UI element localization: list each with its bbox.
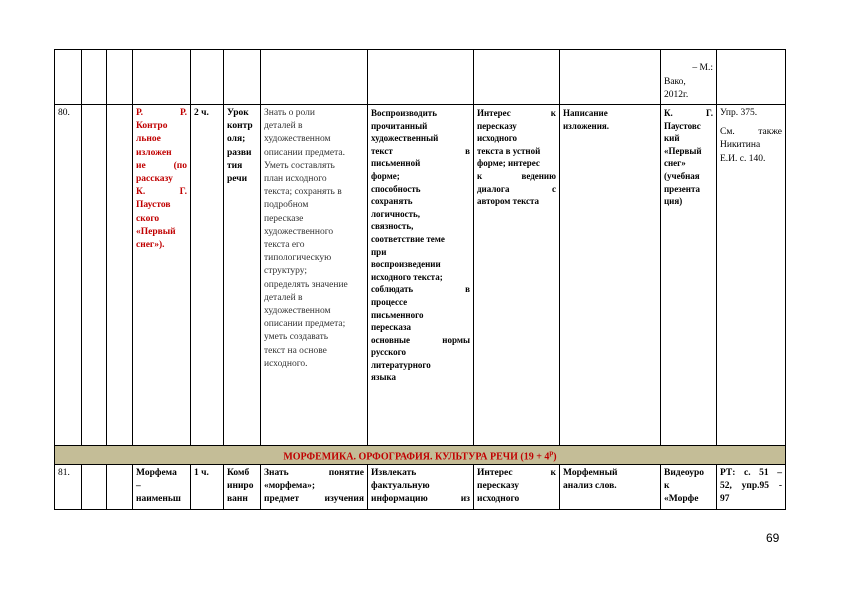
topic-line: рассказу — [136, 174, 173, 185]
cell-type — [224, 105, 261, 446]
cell-subject — [261, 105, 368, 446]
cell-topic — [133, 50, 191, 105]
subject-line: описании предмета. — [264, 147, 345, 158]
section-title-close: ) — [553, 451, 557, 463]
meta-line: литературного — [371, 359, 431, 370]
cell-activity — [560, 105, 661, 446]
homework-line: См. также — [720, 127, 782, 138]
topic-line: ие (по — [136, 160, 187, 171]
cell-meta — [368, 50, 474, 105]
section-title-text: МОРФЕМИКА. ОРФОГРАФИЯ. КУЛЬТУРА РЕЧИ (19 + 4 — [283, 451, 550, 463]
subject-line: Знать понятие — [264, 468, 364, 478]
resource-line: Вако, — [664, 76, 686, 87]
cell-homework — [717, 465, 786, 510]
type-line: Комб — [227, 468, 250, 478]
topic-line: К. Г. — [136, 187, 187, 198]
resource-line: ция) — [664, 196, 683, 207]
type-line: речи — [227, 174, 248, 185]
subject-line: предмет изучения — [264, 494, 364, 505]
type-line: контр — [227, 121, 253, 132]
subject-line: пересказе — [264, 213, 304, 224]
cell-meta — [368, 465, 474, 510]
cell-hours — [191, 105, 224, 446]
meta-line: логичность, — [371, 208, 421, 219]
personal-line: пересказу — [477, 481, 519, 492]
cell-date-fact — [107, 105, 133, 446]
cell-personal — [474, 50, 560, 105]
cell-activity — [560, 465, 661, 510]
personal-line: Интерес к — [477, 468, 556, 478]
cell-resources — [661, 465, 717, 510]
subject-line: текста; сохранять в — [264, 187, 342, 198]
topic-line: наименьш — [136, 494, 181, 505]
activity-line: Написание — [563, 108, 608, 118]
cell-num — [55, 50, 82, 105]
meta-line: русского — [371, 347, 407, 358]
lesson-plan-table — [54, 49, 786, 510]
resource-line: (учебная — [664, 170, 700, 181]
subject-line: типологическую — [264, 253, 332, 264]
type-line: Урок — [227, 108, 249, 118]
section-title — [55, 446, 786, 465]
type-line: ванн — [227, 494, 248, 505]
personal-line: форме; интерес — [477, 158, 540, 169]
meta-line: письменной — [371, 158, 421, 169]
cell-num — [55, 105, 82, 446]
activity-line: анализ слов. — [563, 481, 617, 492]
cell-topic — [133, 465, 191, 510]
lesson-number: 80. — [58, 108, 70, 118]
resource-line: к — [664, 481, 670, 492]
cell-meta — [368, 105, 474, 446]
meta-line: воспроизведении — [371, 259, 441, 270]
cell-resources — [661, 50, 717, 105]
table-row — [55, 50, 786, 105]
resource-line: снег» — [664, 158, 686, 169]
lesson-number: 81. — [58, 468, 70, 478]
subject-line: структуру; — [264, 266, 308, 277]
table-row — [55, 105, 786, 446]
subject-line: деталей в — [264, 121, 303, 132]
subject-line: определять значение — [264, 279, 348, 290]
type-line: тия — [227, 160, 243, 171]
personal-line: исходного — [477, 494, 520, 505]
subject-line: художественного — [264, 226, 334, 237]
cell-personal — [474, 465, 560, 510]
meta-line: исходного текста; — [371, 271, 443, 282]
subject-line: исходного. — [264, 358, 308, 369]
meta-line: при — [371, 246, 387, 257]
subject-line: деталей в — [264, 292, 303, 303]
resource-line: – М.: — [692, 63, 713, 74]
homework-line: 52, упр.95 - — [720, 481, 782, 492]
hours-value: 2 ч. — [194, 108, 209, 118]
resource-line: кий — [664, 133, 680, 144]
subject-line: описании предмета; — [264, 319, 346, 330]
meta-line: языка — [371, 372, 397, 383]
activity-line: Морфемный — [563, 468, 618, 478]
subject-line: художественном — [264, 306, 331, 317]
meta-line: форме; — [371, 170, 400, 181]
resource-line: 2012г. — [664, 89, 689, 100]
subject-line: Знать о роли — [264, 108, 315, 118]
cell-homework — [717, 50, 786, 105]
topic-line: – — [136, 481, 141, 492]
meta-line: Воспроизводить — [371, 108, 437, 118]
cell-type — [224, 50, 261, 105]
meta-line: пересказа — [371, 322, 411, 333]
meta-line: сохранять — [371, 196, 413, 207]
type-line: иниро — [227, 481, 254, 492]
meta-line: информацию из — [371, 494, 470, 505]
type-line: разви — [227, 147, 252, 158]
resource-line: К. Г. — [664, 108, 713, 118]
cell-date-fact — [107, 465, 133, 510]
topic-line: «Первый — [136, 226, 176, 237]
meta-line: художественный — [371, 133, 439, 144]
subject-line: художественном — [264, 134, 331, 145]
meta-line: соответствие теме — [371, 233, 445, 244]
subject-line: «морфема»; — [264, 481, 315, 492]
personal-line: к ведению — [477, 170, 556, 181]
meta-line: письменного — [371, 309, 424, 320]
meta-line: Извлекать — [371, 468, 417, 478]
cell-personal — [474, 105, 560, 446]
homework-line: РТ: с. 51 – — [720, 468, 782, 478]
type-line: оля; — [227, 134, 246, 145]
personal-line: пересказу — [477, 120, 517, 131]
page-number: 69 — [766, 531, 780, 545]
cell-activity — [560, 50, 661, 105]
section-title-superscript: р — [549, 448, 554, 457]
meta-line: основные нормы — [371, 334, 470, 345]
section-header-row — [55, 446, 786, 465]
resource-line: «Морфе — [664, 494, 699, 505]
subject-line: текст на основе — [264, 345, 327, 356]
resource-line: презента — [664, 183, 701, 194]
personal-line: Интерес к — [477, 108, 556, 118]
meta-line: процессе — [371, 296, 408, 307]
resource-line: «Первый — [664, 145, 702, 156]
cell-type — [224, 465, 261, 510]
topic-line: ского — [136, 213, 160, 224]
topic-line: льное — [136, 134, 161, 145]
meta-line: фактуальную — [371, 481, 430, 492]
personal-line: автором текста — [477, 196, 540, 207]
resource-line: Видеоуро — [664, 468, 705, 478]
cell-date-plan — [82, 105, 107, 446]
topic-line: Контро — [136, 121, 168, 132]
cell-subject — [261, 465, 368, 510]
cell-subject — [261, 50, 368, 105]
resource-line: Паустовс — [664, 120, 701, 131]
cell-date-fact — [107, 50, 133, 105]
cell-num — [55, 465, 82, 510]
meta-line: прочитанный — [371, 120, 428, 131]
cell-homework — [717, 105, 786, 446]
subject-line: план исходного — [264, 174, 327, 185]
meta-line: текст в — [371, 145, 470, 156]
homework-line: 97 — [720, 494, 730, 505]
subject-line: подробном — [264, 200, 309, 211]
topic-line: Морфема — [136, 468, 177, 478]
homework-line: Упр. 375. — [720, 108, 758, 118]
cell-resources — [661, 105, 717, 446]
cell-hours — [191, 50, 224, 105]
topic-line: снег»). — [136, 240, 165, 251]
personal-line: диалога с — [477, 183, 556, 194]
activity-line: изложения. — [563, 120, 610, 131]
cell-topic — [133, 105, 191, 446]
subject-line: Уметь составлять — [264, 160, 335, 171]
homework-line: Е.И. с. 140. — [720, 153, 766, 164]
subject-line: текста его — [264, 240, 305, 251]
topic-line: Р. Р. — [136, 108, 187, 118]
cell-date-plan — [82, 50, 107, 105]
topic-line: изложен — [136, 147, 172, 158]
cell-hours — [191, 465, 224, 510]
topic-line: Паустов — [136, 200, 171, 211]
hours-value: 1 ч. — [194, 468, 209, 478]
subject-line: уметь создавать — [264, 332, 329, 343]
meta-line: способность — [371, 183, 421, 194]
personal-line: исходного — [477, 133, 518, 144]
personal-line: текста в устной — [477, 145, 541, 156]
cell-date-plan — [82, 465, 107, 510]
meta-line: соблюдать в — [371, 284, 470, 295]
table-row — [55, 465, 786, 510]
homework-line: Никитина — [720, 140, 761, 151]
meta-line: связность, — [371, 221, 414, 232]
